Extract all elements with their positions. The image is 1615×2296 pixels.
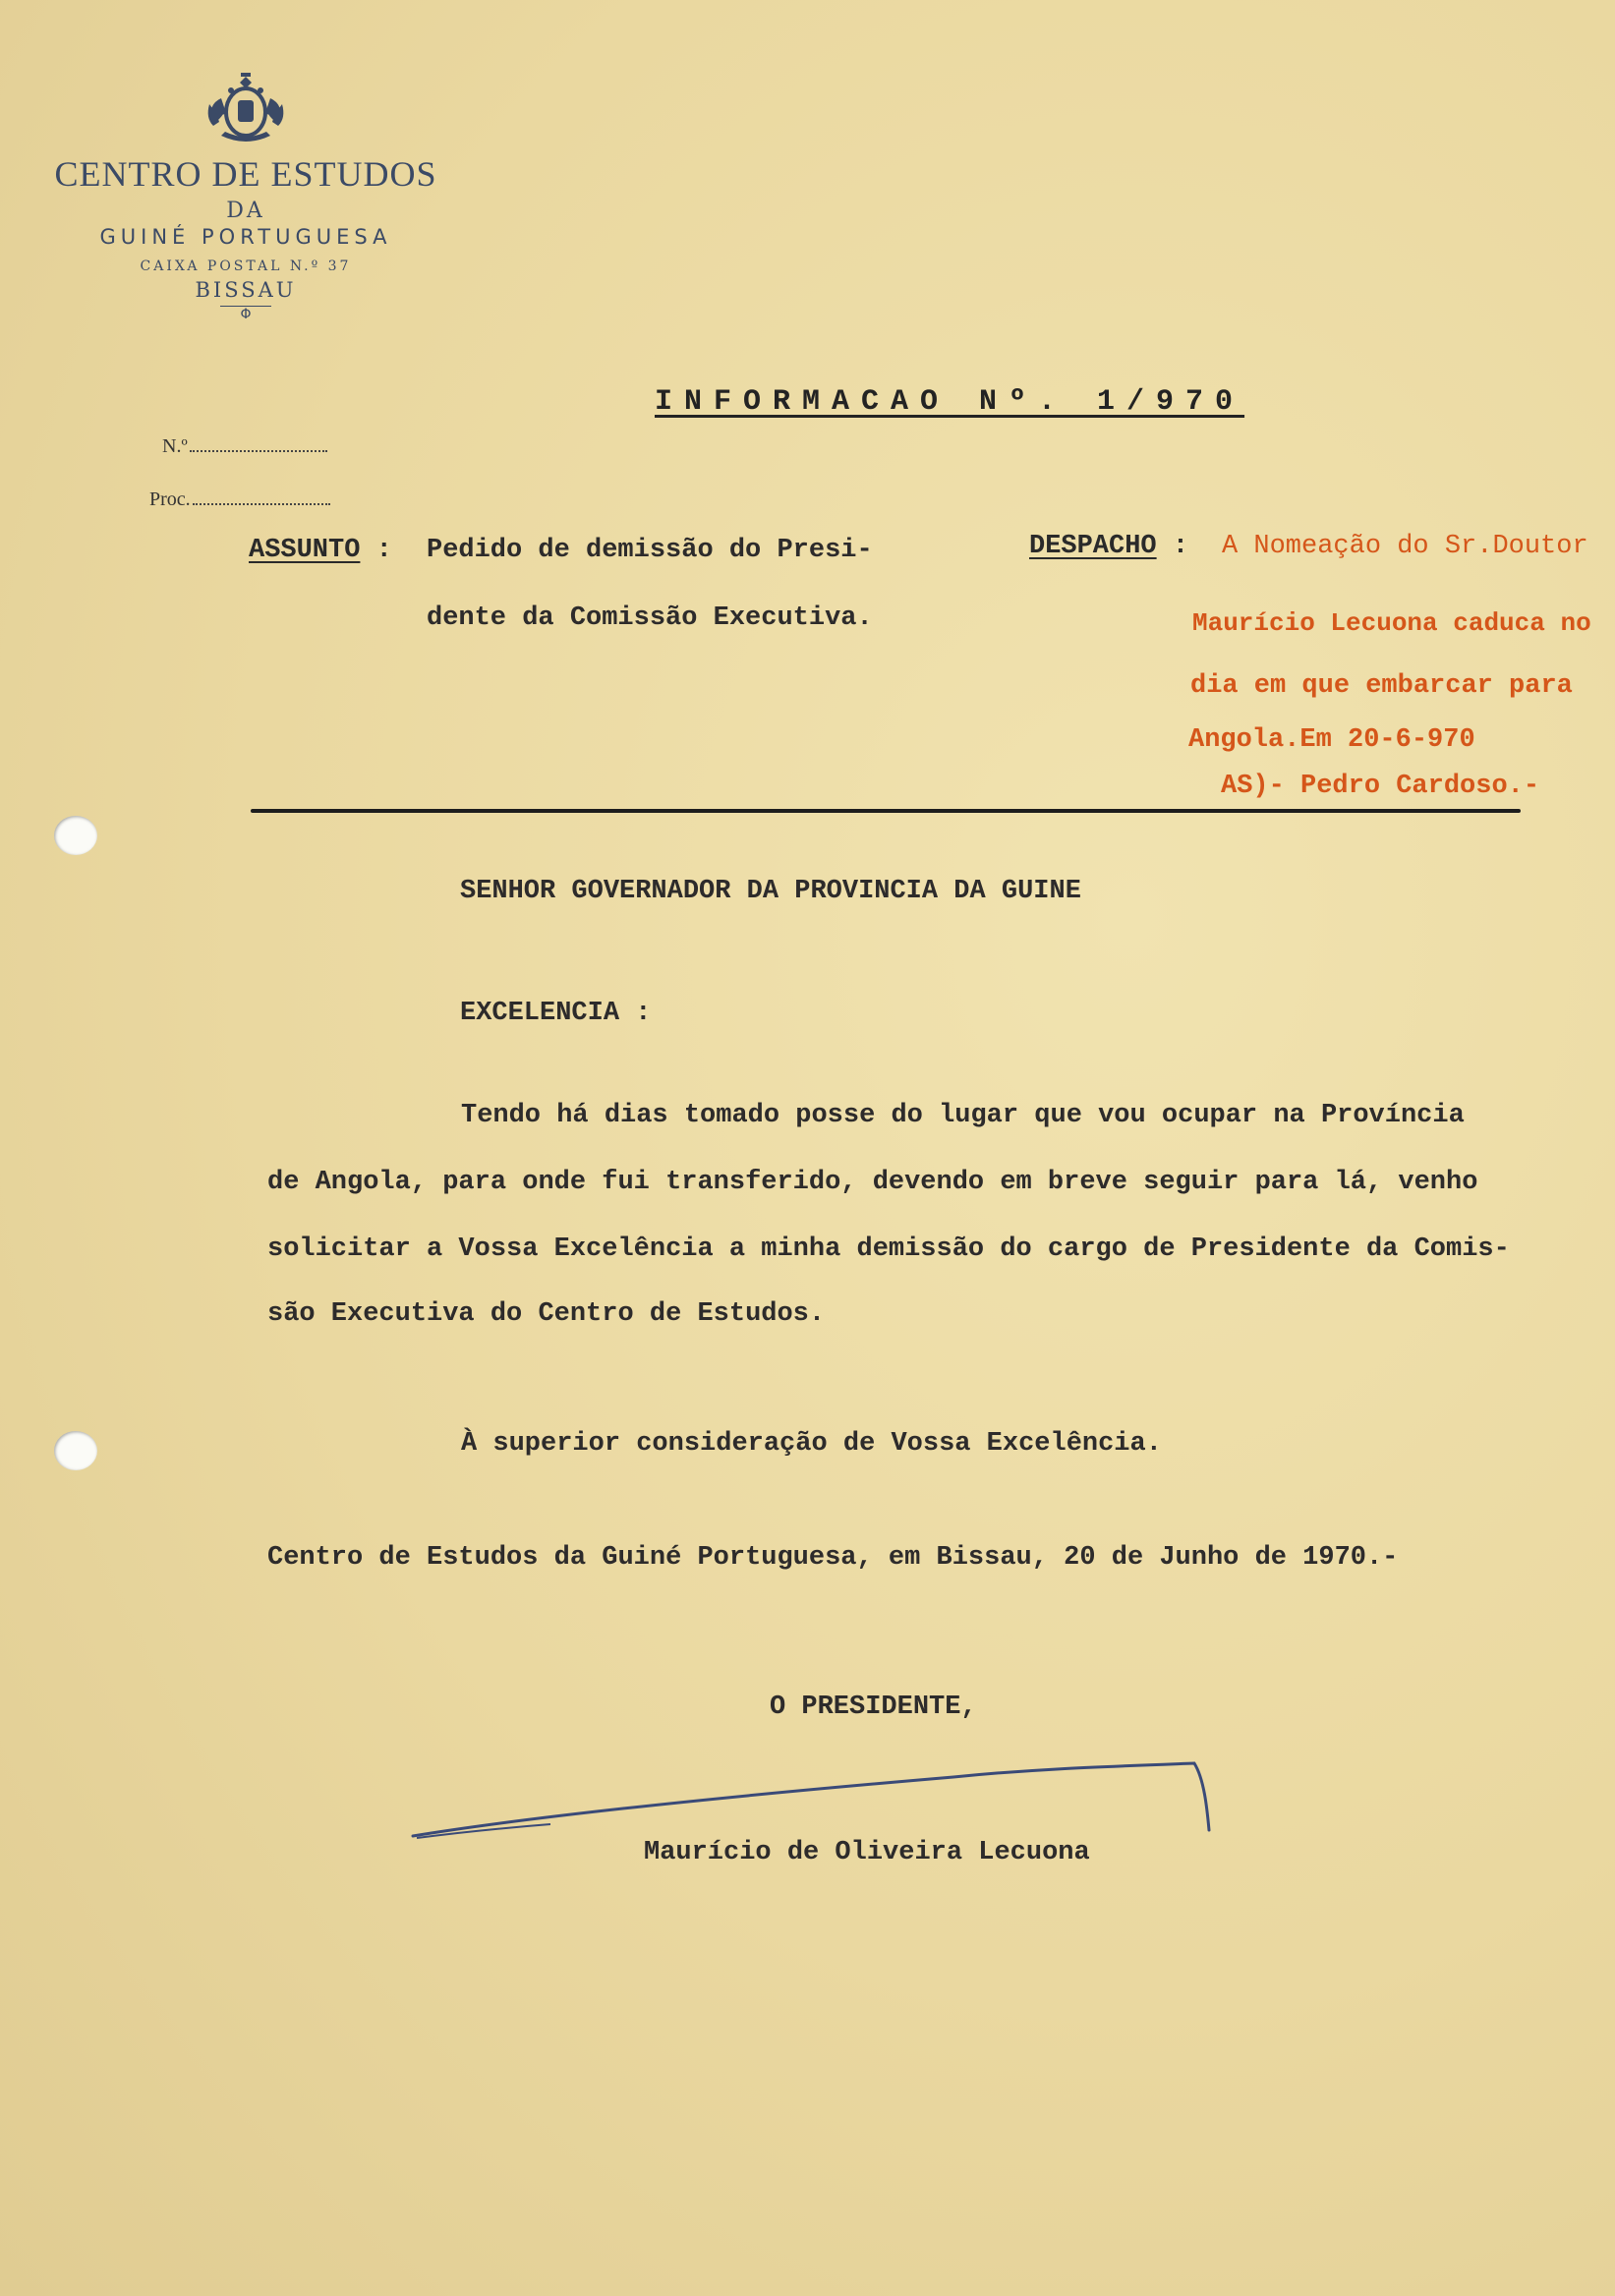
closing-line: À superior consideração de Vossa Excelência.	[461, 1429, 1162, 1459]
assunto-label: ASSUNTO	[249, 536, 361, 565]
place-date-line: Centro de Estudos da Guiné Portuguesa, em Bissau, 20 de Junho de 1970.-	[267, 1543, 1399, 1573]
letterhead-city: BISSAU	[195, 278, 297, 302]
coat-of-arms-icon	[192, 69, 300, 147]
addressee: SENHOR GOVERNADOR DA PROVINCIA DA GUINE	[460, 877, 1081, 906]
assunto-colon: :	[375, 536, 392, 565]
document-heading: INFORMACAO Nº. 1/970	[655, 385, 1245, 419]
despacho-colon: :	[1172, 532, 1189, 561]
signature-name: Maurício de Oliveira Lecuona	[644, 1838, 1090, 1867]
salutation: EXCELENCIA :	[460, 999, 652, 1028]
paragraph-line-4: são Executiva do Centro de Estudos.	[267, 1299, 826, 1329]
paragraph-line-3: solicitar a Vossa Excelência a minha demissão do cargo de Presidente da Comis-	[267, 1234, 1510, 1264]
proc-field	[149, 488, 330, 511]
despacho-line-2: Maurício Lecuona caduca no	[1192, 608, 1591, 638]
assunto-label-group	[249, 536, 392, 565]
assunto-line-2: dente da Comissão Executiva.	[427, 603, 873, 633]
letterhead-guine: GUINÉ PORTUGUESA	[99, 225, 392, 249]
despacho-line-1: A Nomeação do Sr.Doutor	[1222, 532, 1588, 561]
paragraph-line-1: Tendo há dias tomado posse do lugar que vou ocupar na Província	[461, 1101, 1465, 1130]
despacho-line-4: Angola.Em 20-6-970	[1188, 725, 1475, 755]
proc-dotted-line	[193, 503, 330, 505]
despacho-line-3: dia em que embarcar para	[1190, 671, 1573, 701]
section-divider	[251, 809, 1521, 813]
despacho-label: DESPACHO	[1029, 532, 1157, 561]
numero-dotted-line	[190, 450, 327, 452]
despacho-label-group	[1029, 532, 1188, 561]
numero-field	[162, 435, 327, 458]
letterhead-mark: Φ	[240, 307, 252, 322]
letterhead-postal-box: CAIXA POSTAL N.º 37	[140, 258, 352, 274]
paragraph-line-2: de Angola, para onde fui transferido, devendo em breve seguir para lá, venho	[267, 1168, 1478, 1197]
punch-hole-top	[54, 816, 97, 855]
proc-label: Proc.	[149, 488, 191, 510]
letterhead	[39, 69, 452, 322]
letterhead-title: CENTRO DE ESTUDOS	[54, 154, 437, 194]
numero-label: N.º	[162, 435, 188, 457]
assunto-line-1: Pedido de demissão do Presi-	[427, 536, 873, 565]
letterhead-da: DA	[226, 199, 265, 223]
signature-title: O PRESIDENTE,	[770, 1693, 977, 1722]
despacho-line-5: AS)- Pedro Cardoso.-	[1221, 772, 1540, 801]
punch-hole-bottom	[54, 1431, 97, 1470]
